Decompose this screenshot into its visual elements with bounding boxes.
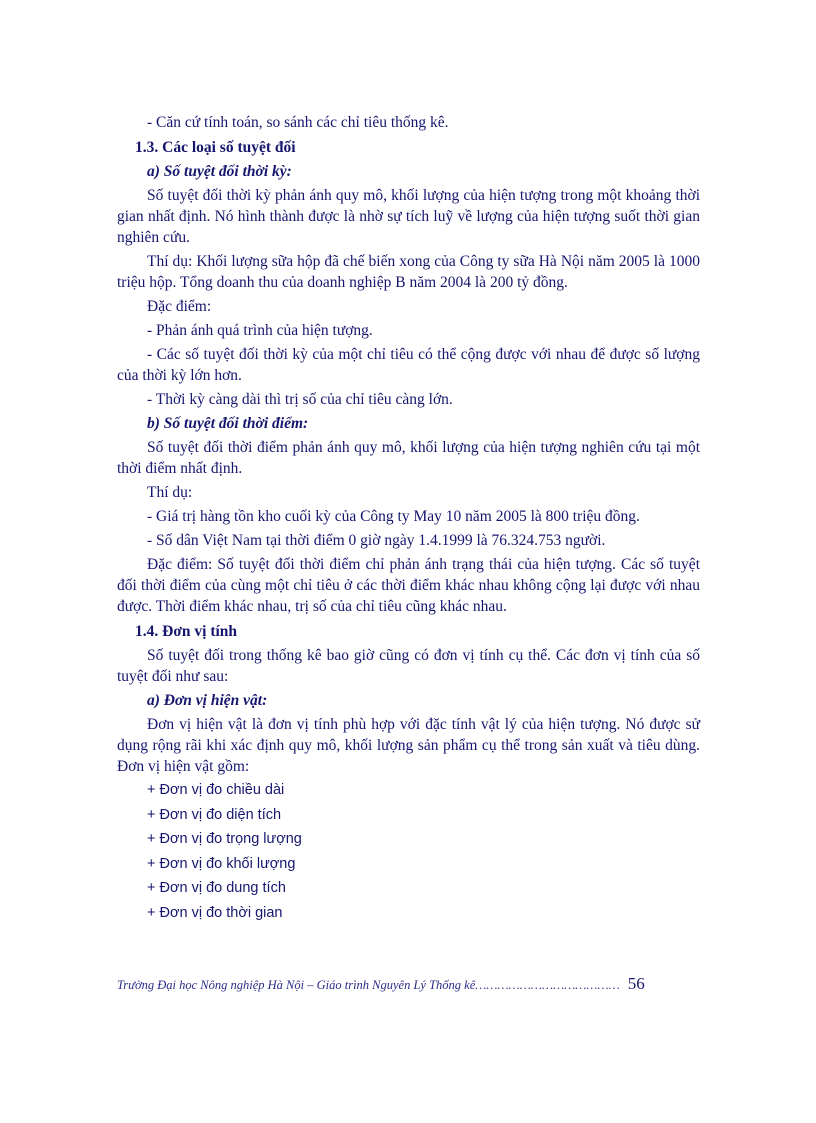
- intro-bullet: - Căn cứ tính toán, so sánh các chỉ tiêu thống kê.: [147, 114, 449, 131]
- point-example-2: - Số dân Việt Nam tại thời điểm 0 giờ ngày 1.4.1999 là 76.324.753 người.: [147, 532, 606, 549]
- section-heading-1-3: 1.3. Các loại số tuyệt đối: [135, 139, 296, 156]
- period-feature-1: - Phản ánh quá trình của hiện tượng.: [147, 322, 373, 339]
- page-footer: [117, 974, 677, 994]
- list-item: + Đơn vị đo thời gian: [147, 904, 283, 921]
- paragraph-physical-units-definition: Đơn vị hiện vật là đơn vị tính phù hợp với đặc tính vật lý của hiện tượng. Nó được sử dụng rộng rãi khi xác định quy mô, khối lượng sản phẩm cụ thể trong sản xuất và tiêu dùng. Đơn vị hiện vật gồm:: [117, 716, 700, 775]
- paragraph-period-features-label: Đặc điểm:: [147, 298, 212, 315]
- period-feature-3: - Thời kỳ càng dài thì trị số của chỉ tiêu càng lớn.: [147, 391, 453, 408]
- units-list: [117, 780, 700, 924]
- subheading-period-absolute: a) Số tuyệt đối thời kỳ:: [147, 163, 292, 180]
- paragraph-point-example-label: Thí dụ:: [147, 484, 193, 501]
- paragraph-period-example: Thí dụ: Khối lượng sữa hộp đã chế biến xong của Công ty sữa Hà Nội năm 2005 là 1000 triệu hộp. Tổng doanh thu của doanh nghiệp B năm 2004 là 200 tỷ đồng.: [117, 253, 700, 291]
- footer-text: Trường Đại học Nông nghiệp Hà Nội – Giáo trình Nguyên Lý Thống kê…………………………………: [117, 978, 620, 992]
- list-item: + Đơn vị đo diện tích: [147, 806, 282, 823]
- point-example-1: - Giá trị hàng tồn kho cuối kỳ của Công ty May 10 năm 2005 là 800 triệu đồng.: [147, 508, 640, 525]
- list-item: + Đơn vị đo khối lượng: [147, 855, 296, 872]
- section-heading-1-4: 1.4. Đơn vị tính: [135, 623, 238, 640]
- paragraph-point-definition: Số tuyệt đối thời điểm phản ánh quy mô, khối lượng của hiện tượng nghiên cứu tại một thời điểm nhất định.: [117, 439, 700, 477]
- list-item: + Đơn vị đo dung tích: [147, 880, 286, 896]
- subheading-point-absolute: b) Số tuyệt đối thời điểm:: [147, 415, 309, 432]
- paragraph-period-definition: Số tuyệt đối thời kỳ phản ánh quy mô, khối lượng của hiện tượng trong một khoảng thời gian nhất định. Nó hình thành được là nhờ sự tích luỹ về lượng của hiện tượng suốt thời gian nghiên cứu.: [117, 187, 700, 246]
- subheading-physical-units: a) Đơn vị hiện vật:: [147, 692, 268, 709]
- document-body: [117, 112, 700, 927]
- list-item: + Đơn vị đo chiều dài: [147, 782, 285, 798]
- list-item: + Đơn vị đo trọng lượng: [147, 831, 302, 847]
- paragraph-units-intro: Số tuyệt đối trong thống kê bao giờ cũng có đơn vị tính cụ thể. Các đơn vị tính của số tuyệt đối như sau:: [117, 647, 700, 685]
- page-number: 56: [627, 974, 645, 993]
- period-feature-2: - Các số tuyệt đối thời kỳ của một chỉ tiêu có thể cộng được với nhau để được số lượng của thời kỳ lớn hơn.: [117, 346, 700, 384]
- paragraph-point-features: Đặc điểm: Số tuyệt đối thời điểm chỉ phản ánh trạng thái của hiện tượng. Các số tuyệt đối thời điểm của cùng một chỉ tiêu ở các thời điểm khác nhau không cộng lại được với nhau được. Thời điểm khác nhau, trị số của chỉ tiêu cũng khác nhau.: [117, 556, 700, 615]
